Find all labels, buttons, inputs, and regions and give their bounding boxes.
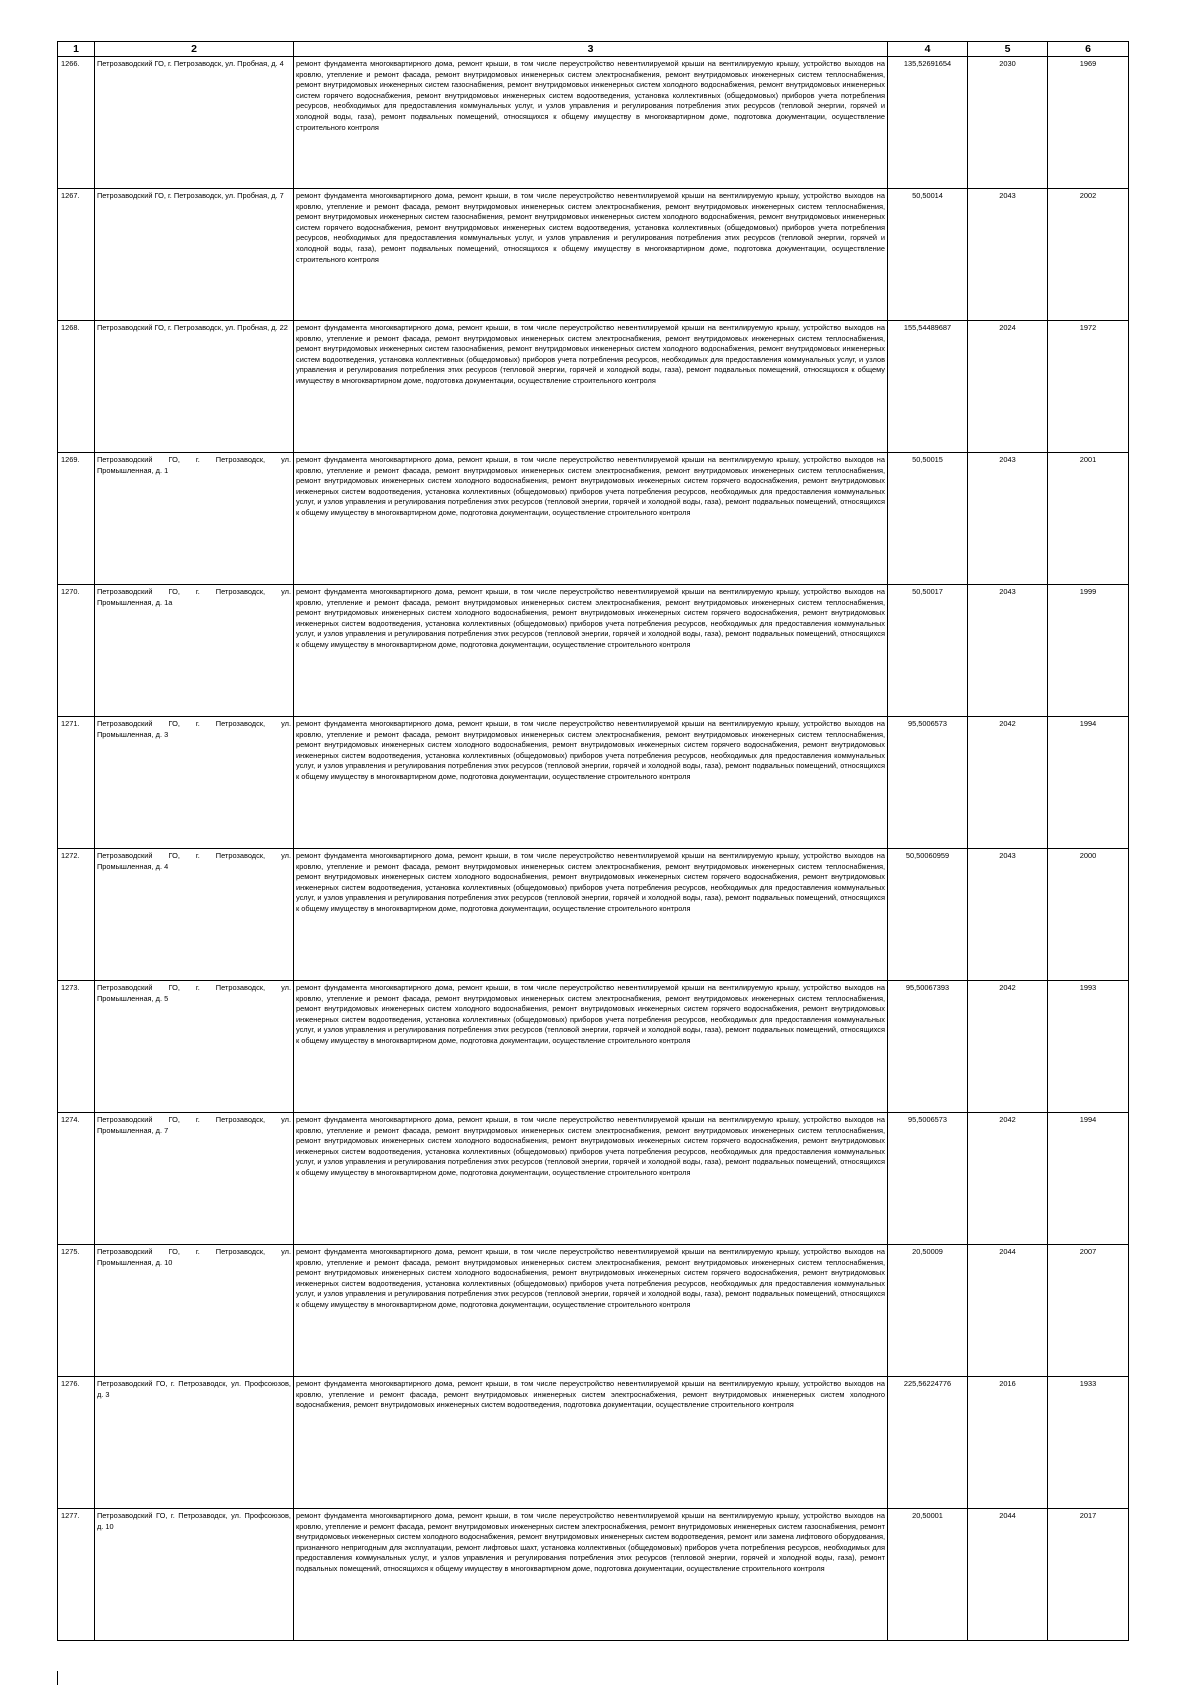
- row-number: 1266.: [58, 57, 95, 189]
- header-col-3: 3: [294, 42, 888, 57]
- row-col-6: 1972: [1048, 321, 1129, 453]
- row-col-4: 95,5006573: [888, 1113, 968, 1245]
- row-address: Петрозаводский ГО, г. Петрозаводск, ул. Промышленная, д. 10: [95, 1245, 294, 1377]
- row-works: ремонт фундамента многоквартирного дома, ремонт крыши, в том числе переустройство невентилируемой крыши на вентилируемую крышу, устройство выходов на кровлю, утепление и ремонт фасада, ремонт внутридомовых инженерных систем электроснабжения, ремонт внутридомовых инженерных систем теплоснабжения, ремонт внутридомовых инженерных систем холодного водоснабжения, ремонт внутридомовых инженерных систем горячего водоснабжения, ремонт внутридомовых инженерных систем водоотведения, установка коллективных (общедомовых) приборов учета потребления ресурсов, необходимых для предоставления коммунальных услуг, и узлов управления и регулирования потребления этих ресурсов (тепловой энергии, горячей и холодной воды, газа), ремонт подвальных помещений, относящихся к общему имуществу в многоквартирном доме, подготовка документации, осуществление строительного контроля: [294, 453, 888, 585]
- row-works: ремонт фундамента многоквартирного дома, ремонт крыши, в том числе переустройство невентилируемой крыши на вентилируемую крышу, устройство выходов на кровлю, утепление и ремонт фасада, ремонт внутридомовых инженерных систем электроснабжения, ремонт внутридомовых инженерных систем теплоснабжения, ремонт внутридомовых инженерных систем газоснабжения, ремонт внутридомовых инженерных систем холодного водоснабжения, ремонт внутридомовых инженерных систем горячего водоснабжения, ремонт внутридомовых инженерных систем водоотведения, установка коллективных (общедомовых) приборов учета потребления ресурсов, необходимых для предоставления коммунальных услуг, и узлов управления и регулирования потребления этих ресурсов (тепловой энергии, горячей и холодной воды, газа), ремонт подвальных помещений, относящихся к общему имуществу в многоквартирном доме, подготовка документации, осуществление строительного контроля: [294, 57, 888, 189]
- row-address: Петрозаводский ГО, г. Петрозаводск, ул. Промышленная, д. 4: [95, 849, 294, 981]
- row-number: 1277.: [58, 1509, 95, 1641]
- table-row: [58, 1377, 1129, 1509]
- row-col-4: 20,50001: [888, 1509, 968, 1641]
- row-works: ремонт фундамента многоквартирного дома, ремонт крыши, в том числе переустройство невентилируемой крыши на вентилируемую крышу, устройство выходов на кровлю, утепление и ремонт фасада, ремонт внутридомовых инженерных систем электроснабжения, ремонт внутридомовых инженерных систем теплоснабжения, ремонт внутридомовых инженерных систем холодного водоснабжения, ремонт внутридомовых инженерных систем горячего водоснабжения, ремонт внутридомовых инженерных систем водоотведения, установка коллективных (общедомовых) приборов учета потребления ресурсов, необходимых для предоставления коммунальных услуг, и узлов управления и регулирования потребления этих ресурсов (тепловой энергии, горячей и холодной воды, газа), ремонт подвальных помещений, относящихся к общему имуществу в многоквартирном доме, подготовка документации, осуществление строительного контроля: [294, 1245, 888, 1377]
- row-address: Петрозаводский ГО, г. Петрозаводск, ул. Пробная, д. 7: [95, 189, 294, 321]
- header-col-1: 1: [58, 42, 95, 57]
- row-number: 1269.: [58, 453, 95, 585]
- table-row: [58, 717, 1129, 849]
- row-col-6: 2017: [1048, 1509, 1129, 1641]
- row-works: ремонт фундамента многоквартирного дома, ремонт крыши, в том числе переустройство невентилируемой крыши на вентилируемую крышу, устройство выходов на кровлю, утепление и ремонт фасада, ремонт внутридомовых инженерных систем электроснабжения, ремонт внутридомовых инженерных систем газоснабжения, ремонт внутридомовых инженерных систем холодного водоснабжения, ремонт внутридомовых инженерных систем водоотведения, ремонт или замена лифтового оборудования, признанного непригодным для эксплуатации, ремонт лифтовых шахт, установка коллективных (общедомовых) приборов учета потребления ресурсов, необходимых для предоставления коммунальных услуг, и узлов управления и регулирования потребления этих ресурсов (тепловой энергии, горячей и холодной воды, газа), ремонт подвальных помещений, относящихся к общему имуществу в многоквартирном доме, подготовка документации, осуществление строительного контроля: [294, 1509, 888, 1641]
- table-row: [58, 57, 1129, 189]
- row-address: Петрозаводский ГО, г. Петрозаводск, ул. Промышленная, д. 5: [95, 981, 294, 1113]
- row-works: ремонт фундамента многоквартирного дома, ремонт крыши, в том числе переустройство невентилируемой крыши на вентилируемую крышу, устройство выходов на кровлю, утепление и ремонт фасада, ремонт внутридомовых инженерных систем электроснабжения, ремонт внутридомовых инженерных систем теплоснабжения, ремонт внутридомовых инженерных систем холодного водоснабжения, ремонт внутридомовых инженерных систем горячего водоснабжения, ремонт внутридомовых инженерных систем водоотведения, установка коллективных (общедомовых) приборов учета потребления ресурсов, необходимых для предоставления коммунальных услуг, и узлов управления и регулирования потребления этих ресурсов (тепловой энергии, горячей и холодной воды, газа), ремонт подвальных помещений, относящихся к общему имуществу в многоквартирном доме, подготовка документации, осуществление строительного контроля: [294, 981, 888, 1113]
- row-works: ремонт фундамента многоквартирного дома, ремонт крыши, в том числе переустройство невентилируемой крыши на вентилируемую крышу, устройство выходов на кровлю, утепление и ремонт фасада, ремонт внутридомовых инженерных систем электроснабжения, ремонт внутридомовых инженерных систем теплоснабжения, ремонт внутридомовых инженерных систем холодного водоснабжения, ремонт внутридомовых инженерных систем горячего водоснабжения, ремонт внутридомовых инженерных систем водоотведения, установка коллективных (общедомовых) приборов учета потребления ресурсов, необходимых для предоставления коммунальных услуг, и узлов управления и регулирования потребления этих ресурсов (тепловой энергии, горячей и холодной воды, газа), ремонт подвальных помещений, относящихся к общему имуществу в многоквартирном доме, подготовка документации, осуществление строительного контроля: [294, 717, 888, 849]
- row-number: 1276.: [58, 1377, 95, 1509]
- row-col-6: 2000: [1048, 849, 1129, 981]
- row-col-4: 50,50015: [888, 453, 968, 585]
- table-row: [58, 1113, 1129, 1245]
- row-col-5: 2043: [968, 453, 1048, 585]
- row-col-4: 50,50060959: [888, 849, 968, 981]
- table-row: [58, 189, 1129, 321]
- row-address: Петрозаводский ГО, г. Петрозаводск, ул. Промышленная, д. 1а: [95, 585, 294, 717]
- repair-registry-table: [57, 41, 1129, 1641]
- row-works: ремонт фундамента многоквартирного дома, ремонт крыши, в том числе переустройство невентилируемой крыши на вентилируемую крышу, устройство выходов на кровлю, утепление и ремонт фасада, ремонт внутридомовых инженерных систем электроснабжения, ремонт внутридомовых инженерных систем теплоснабжения, ремонт внутридомовых инженерных систем газоснабжения, ремонт внутридомовых инженерных систем холодного водоснабжения, ремонт внутридомовых инженерных систем водоотведения, установка коллективных (общедомовых) приборов учета потребления ресурсов, необходимых для предоставления коммунальных услуг, и узлов управления и регулирования потребления этих ресурсов (тепловой энергии, горячей и холодной воды, газа), ремонт подвальных помещений, относящихся к общему имуществу в многоквартирном доме, подготовка документации, осуществление строительного контроля: [294, 321, 888, 453]
- row-col-6: 1994: [1048, 1113, 1129, 1245]
- row-col-6: 2002: [1048, 189, 1129, 321]
- row-number: 1274.: [58, 1113, 95, 1245]
- row-number: 1267.: [58, 189, 95, 321]
- row-works: ремонт фундамента многоквартирного дома, ремонт крыши, в том числе переустройство невентилируемой крыши на вентилируемую крышу, устройство выходов на кровлю, утепление и ремонт фасада, ремонт внутридомовых инженерных систем электроснабжения, ремонт внутридомовых инженерных систем теплоснабжения, ремонт внутридомовых инженерных систем холодного водоснабжения, ремонт внутридомовых инженерных систем горячего водоснабжения, ремонт внутридомовых инженерных систем водоотведения, установка коллективных (общедомовых) приборов учета потребления ресурсов, необходимых для предоставления коммунальных услуг, и узлов управления и регулирования потребления этих ресурсов (тепловой энергии, горячей и холодной воды, газа), ремонт подвальных помещений, относящихся к общему имуществу в многоквартирном доме, подготовка документации, осуществление строительного контроля: [294, 585, 888, 717]
- header-row: [58, 42, 1129, 57]
- header-col-2: 2: [95, 42, 294, 57]
- row-col-5: 2042: [968, 981, 1048, 1113]
- row-col-4: 135,52691654: [888, 57, 968, 189]
- row-col-5: 2043: [968, 849, 1048, 981]
- header-col-4: 4: [888, 42, 968, 57]
- row-col-4: 50,50014: [888, 189, 968, 321]
- row-col-4: 95,5006573: [888, 717, 968, 849]
- row-number: 1270.: [58, 585, 95, 717]
- row-address: Петрозаводский ГО, г. Петрозаводск, ул. Промышленная, д. 3: [95, 717, 294, 849]
- row-works: ремонт фундамента многоквартирного дома, ремонт крыши, в том числе переустройство невентилируемой крыши на вентилируемую крышу, устройство выходов на кровлю, утепление и ремонт фасада, ремонт внутридомовых инженерных систем электроснабжения, ремонт внутридомовых инженерных систем холодного водоснабжения, ремонт внутридомовых инженерных систем водоотведения, подготовка документации, осуществление строительного контроля: [294, 1377, 888, 1509]
- row-col-5: 2043: [968, 189, 1048, 321]
- table-row: [58, 321, 1129, 453]
- table-row: [58, 1245, 1129, 1377]
- row-col-5: 2016: [968, 1377, 1048, 1509]
- row-col-6: 2007: [1048, 1245, 1129, 1377]
- row-col-6: 1933: [1048, 1377, 1129, 1509]
- table-continuation-line: [57, 1671, 58, 1685]
- header-col-5: 5: [968, 42, 1048, 57]
- row-col-6: 2001: [1048, 453, 1129, 585]
- row-address: Петрозаводский ГО, г. Петрозаводск, ул. Профсоюзов, д. 3: [95, 1377, 294, 1509]
- row-number: 1272.: [58, 849, 95, 981]
- row-col-6: 1999: [1048, 585, 1129, 717]
- row-col-5: 2044: [968, 1245, 1048, 1377]
- row-col-5: 2024: [968, 321, 1048, 453]
- table-row: [58, 585, 1129, 717]
- row-works: ремонт фундамента многоквартирного дома, ремонт крыши, в том числе переустройство невентилируемой крыши на вентилируемую крышу, устройство выходов на кровлю, утепление и ремонт фасада, ремонт внутридомовых инженерных систем электроснабжения, ремонт внутридомовых инженерных систем теплоснабжения, ремонт внутридомовых инженерных систем холодного водоснабжения, ремонт внутридомовых инженерных систем горячего водоснабжения, ремонт внутридомовых инженерных систем водоотведения, установка коллективных (общедомовых) приборов учета потребления ресурсов, необходимых для предоставления коммунальных услуг, и узлов управления и регулирования потребления этих ресурсов (тепловой энергии, горячей и холодной воды, газа), ремонт подвальных помещений, относящихся к общему имуществу в многоквартирном доме, подготовка документации, осуществление строительного контроля: [294, 849, 888, 981]
- header-col-6: 6: [1048, 42, 1129, 57]
- row-col-5: 2042: [968, 1113, 1048, 1245]
- row-number: 1275.: [58, 1245, 95, 1377]
- table-row: [58, 453, 1129, 585]
- row-col-4: 20,50009: [888, 1245, 968, 1377]
- row-number: 1273.: [58, 981, 95, 1113]
- row-col-4: 155,54489687: [888, 321, 968, 453]
- row-address: Петрозаводский ГО, г. Петрозаводск, ул. Промышленная, д. 1: [95, 453, 294, 585]
- row-col-5: 2043: [968, 585, 1048, 717]
- row-col-6: 1994: [1048, 717, 1129, 849]
- table-header: [58, 42, 1129, 57]
- table-body: [58, 57, 1129, 1641]
- row-address: Петрозаводский ГО, г. Петрозаводск, ул. Профсоюзов, д. 10: [95, 1509, 294, 1641]
- row-address: Петрозаводский ГО, г. Петрозаводск, ул. Пробная, д. 4: [95, 57, 294, 189]
- row-col-6: 1969: [1048, 57, 1129, 189]
- row-col-4: 50,50017: [888, 585, 968, 717]
- row-col-4: 225,56224776: [888, 1377, 968, 1509]
- row-col-4: 95,50067393: [888, 981, 968, 1113]
- row-number: 1268.: [58, 321, 95, 453]
- table-row: [58, 849, 1129, 981]
- row-number: 1271.: [58, 717, 95, 849]
- row-col-5: 2042: [968, 717, 1048, 849]
- table-row: [58, 1509, 1129, 1641]
- row-address: Петрозаводский ГО, г. Петрозаводск, ул. Пробная, д. 22: [95, 321, 294, 453]
- row-works: ремонт фундамента многоквартирного дома, ремонт крыши, в том числе переустройство невентилируемой крыши на вентилируемую крышу, устройство выходов на кровлю, утепление и ремонт фасада, ремонт внутридомовых инженерных систем электроснабжения, ремонт внутридомовых инженерных систем теплоснабжения, ремонт внутридомовых инженерных систем газоснабжения, ремонт внутридомовых инженерных систем холодного водоснабжения, ремонт внутридомовых инженерных систем горячего водоснабжения, ремонт внутридомовых инженерных систем водоотведения, установка коллективных (общедомовых) приборов учета потребления ресурсов, необходимых для предоставления коммунальных услуг, и узлов управления и регулирования потребления этих ресурсов (тепловой энергии, горячей и холодной воды, газа), ремонт подвальных помещений, относящихся к общему имуществу в многоквартирном доме, подготовка документации, осуществление строительного контроля: [294, 189, 888, 321]
- row-col-5: 2044: [968, 1509, 1048, 1641]
- row-works: ремонт фундамента многоквартирного дома, ремонт крыши, в том числе переустройство невентилируемой крыши на вентилируемую крышу, устройство выходов на кровлю, утепление и ремонт фасада, ремонт внутридомовых инженерных систем электроснабжения, ремонт внутридомовых инженерных систем теплоснабжения, ремонт внутридомовых инженерных систем холодного водоснабжения, ремонт внутридомовых инженерных систем горячего водоснабжения, ремонт внутридомовых инженерных систем водоотведения, установка коллективных (общедомовых) приборов учета потребления ресурсов, необходимых для предоставления коммунальных услуг, и узлов управления и регулирования потребления этих ресурсов (тепловой энергии, горячей и холодной воды, газа), ремонт подвальных помещений, относящихся к общему имуществу в многоквартирном доме, подготовка документации, осуществление строительного контроля: [294, 1113, 888, 1245]
- row-col-6: 1993: [1048, 981, 1129, 1113]
- table-row: [58, 981, 1129, 1113]
- row-address: Петрозаводский ГО, г. Петрозаводск, ул. Промышленная, д. 7: [95, 1113, 294, 1245]
- row-col-5: 2030: [968, 57, 1048, 189]
